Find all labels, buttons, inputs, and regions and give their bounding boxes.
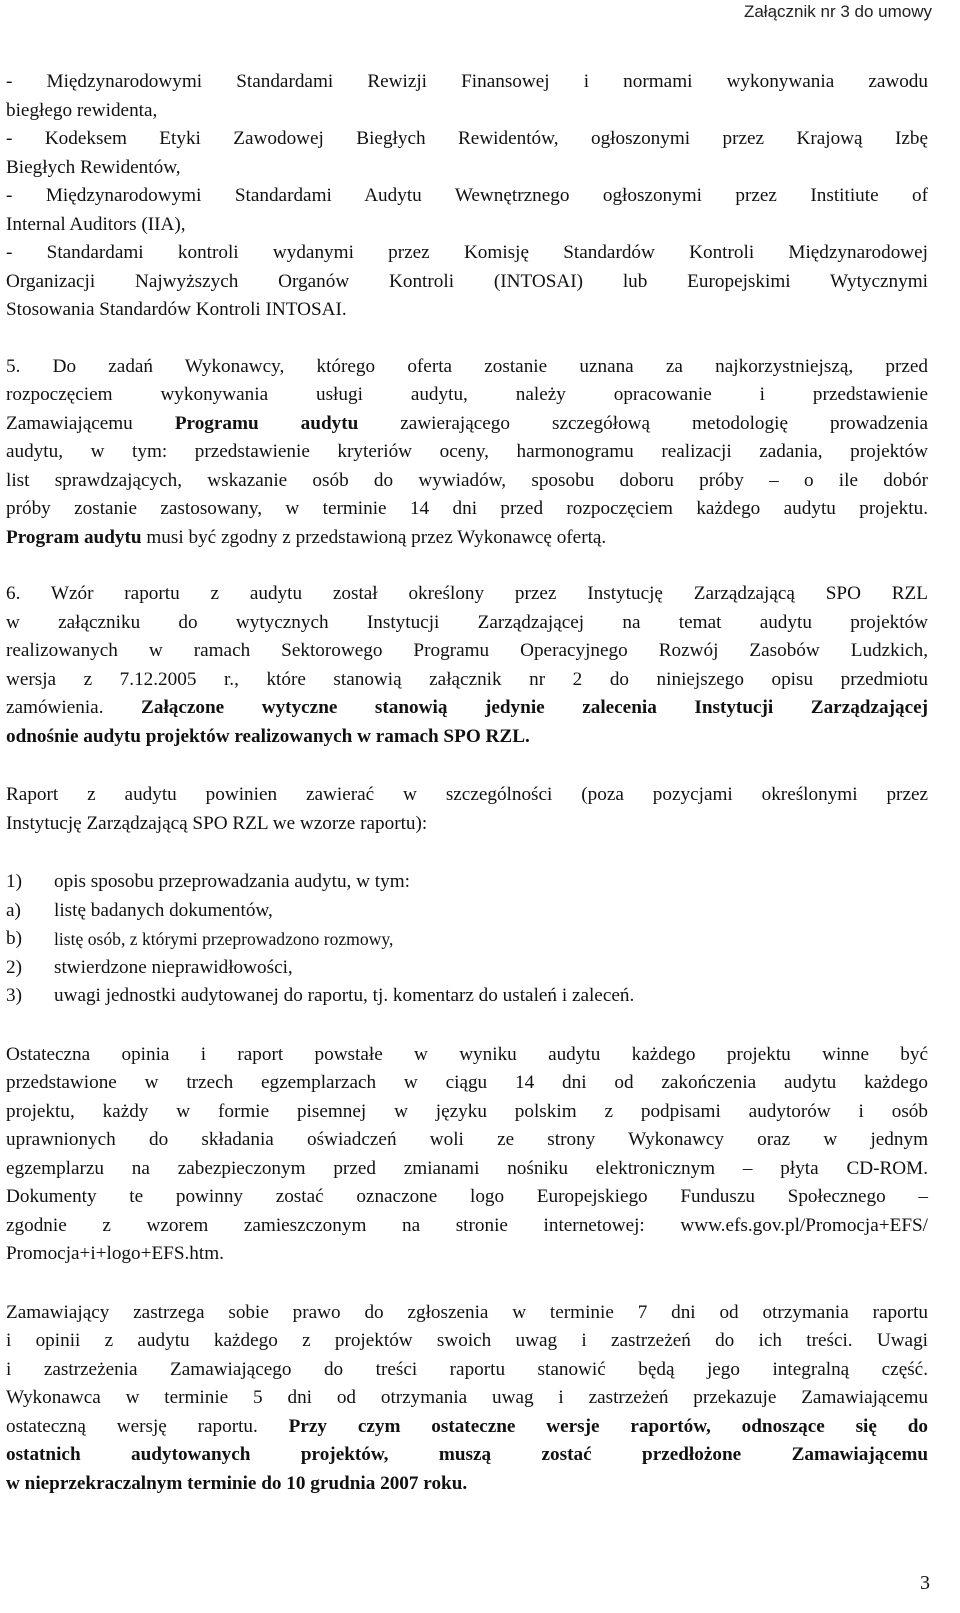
text-line: biegłego rewidenta, <box>6 99 158 121</box>
bold-note: Załączone wytyczne stanowią jedynie zalecenia Instytucji Zarządzającej <box>141 697 928 718</box>
paragraph-zastrzega <box>6 1299 928 1499</box>
text-line: Organizacji Najwyższych Organów Kontroli (INTOSAI) lub Europejskimi Wytycznymi <box>6 270 928 292</box>
list-item: 3) uwagi jednostki audytowanej do raportu, tj. komentarz do ustaleń i zaleceń. <box>6 985 635 1006</box>
text-line <box>6 1441 928 1470</box>
text-line: Biegłych Rewidentów, <box>6 156 181 178</box>
bold-note: Przy czym ostateczne wersje raportów, odnoszące się do <box>288 1415 928 1437</box>
text-line: Program audytu musi być zgodny z przedstawioną przez Wykonawcę ofertą. <box>6 526 607 548</box>
text-line: - Kodeksem Etyki Zawodowej Biegłych Rewidentów, ogłoszonymi przez Krajową Izbę <box>6 128 928 149</box>
text-line: Internal Auditors (IIA), <box>6 213 186 235</box>
text-line: Wykonawca w terminie 5 dni od otrzymania uwag i zastrzeżeń przekazuje Zamawiającemu <box>6 1387 928 1408</box>
text-line: Zamawiającemu Programu audytu zawierającego szczegółową metodologię prowadzenia <box>6 412 929 434</box>
text-line: - Standardami kontroli wydanymi przez Komisję Standardów Kontroli Międzynarodowej <box>6 242 928 263</box>
text-line: zamówienia. Załączone wytyczne stanowią jedynie zalecenia Instytucji Zarządzającej <box>6 697 928 718</box>
text-line: i zastrzeżenia Zamawiającego do treści raportu stanowić będą jego integralną część. <box>6 1358 928 1380</box>
text-line: wersja z 7.12.2005 r., które stanowią załącznik nr 2 do niniejszego opisu przedmiotu <box>6 668 928 690</box>
text-line: - Międzynarodowymi Standardami Rewizji Finansowej i normami wykonywania zawodu <box>6 71 928 92</box>
text-line: projektu, każdy w formie pisemnej w języku polskim z podpisami audytorów i osób <box>6 1100 928 1122</box>
text-line: zgodnie z wzorem zamieszczonym na stronie internetowej: www.efs.gov.pl/Promocja+EFS/ <box>6 1214 928 1236</box>
text-line: egzemplarzu na zabezpieczonym przed zmianami nośniku elektronicznym – płyta CD-ROM. <box>6 1157 928 1179</box>
page-number: 3 <box>920 1572 930 1594</box>
text-line: 6. Wzór raportu z audytu został określony przez Instytucję Zarządzającą SPO RZL <box>6 583 928 604</box>
text-line: próby zostanie zastosowany, w terminie 14 dni przed rozpoczęciem każdego audytu projektu. <box>6 498 928 519</box>
text-line: ostateczną wersję raportu. Przy czym ostateczne wersje raportów, odnoszące się do <box>6 1415 928 1437</box>
list-item: b) listę osób, z którymi przeprowadzono rozmowy, <box>6 928 394 949</box>
text-line: rozpoczęciem wykonywania usługi audytu, należy opracowanie i przedstawienie <box>6 384 928 405</box>
text-line: Ostateczna opinia i raport powstałe w wyniku audytu każdego projektu winne być <box>6 1043 928 1065</box>
text-line: przedstawione w trzech egzemplarzach w ciągu 14 dni od zakończenia audytu każdego <box>6 1072 928 1093</box>
paragraph-5 <box>6 353 928 553</box>
text-line: Zamawiający zastrzega sobie prawo do zgłoszenia w terminie 7 dni od otrzymania raportu <box>6 1301 928 1323</box>
text-line: list sprawdzających, wskazanie osób do wywiadów, sposobu doboru próby – o ile dobór <box>6 469 928 491</box>
paragraph-raport <box>6 781 928 838</box>
text-line: Promocja+i+logo+EFS.htm. <box>6 1243 224 1264</box>
text-line: Raport z audytu powinien zawierać w szczególności (poza pozycjami określonymi przez <box>6 784 928 805</box>
text-line: w załączniku do wytycznych Instytucji Zarządzającej na temat audytu projektów <box>6 611 928 633</box>
bold-note: ostatnich audytowanych projektów, muszą zostać przedłożone Zamawiającemu <box>6 1444 928 1465</box>
text-line: Instytucję Zarządzającą SPO RZL we wzorze raportu): <box>6 812 428 834</box>
bold-note: w nieprzekraczalnym terminie do 10 grudnia 2007 roku. <box>6 1472 468 1494</box>
bold-note: odnośnie audytu projektów realizowanych w ramach SPO RZL. <box>6 725 530 747</box>
document-body <box>6 68 928 1498</box>
list-item: 2) stwierdzone nieprawidłowości, <box>6 956 293 978</box>
text-line: 5. Do zadań Wykonawcy, którego oferta zostanie uznana za najkorzystniejszą, przed <box>6 355 928 377</box>
text-line: - Międzynarodowymi Standardami Audytu Wewnętrznego ogłoszonymi przez Institiute of <box>6 185 928 206</box>
paragraph-opinia <box>6 1041 928 1269</box>
program-audytu-bold: Program audytu <box>6 526 142 548</box>
list-item: a) listę badanych dokumentów, <box>6 899 273 921</box>
text-line: realizowanych w ramach Sektorowego Programu Operacyjnego Rozwój Zasobów Ludzkich, <box>6 640 928 661</box>
list-item: 1) opis sposobu przeprowadzania audytu, w tym: <box>6 871 410 892</box>
text-line <box>6 1470 928 1499</box>
standards-list <box>6 68 928 325</box>
text-line: i opinii z audytu każdego z projektów swoich uwag i zastrzeżeń do ich treści. Uwagi <box>6 1330 928 1351</box>
report-items-list <box>6 868 928 1011</box>
text-line: audytu, w tym: przedstawienie kryteriów oceny, harmonogramu realizacji zadania, projektów <box>6 441 928 462</box>
program-audytu-bold: Programu audytu <box>174 412 359 434</box>
text-line: uprawnionych do składania oświadczeń woli ze strony Wykonawcy oraz w jednym <box>6 1129 928 1150</box>
paragraph-6 <box>6 580 928 751</box>
text-line: Stosowania Standardów Kontroli INTOSAI. <box>6 299 347 320</box>
page-header: Załącznik nr 3 do umowy <box>743 2 932 21</box>
text-line <box>6 723 928 752</box>
text-line: Dokumenty te powinny zostać oznaczone logo Europejskiego Funduszu Społecznego – <box>6 1186 928 1207</box>
